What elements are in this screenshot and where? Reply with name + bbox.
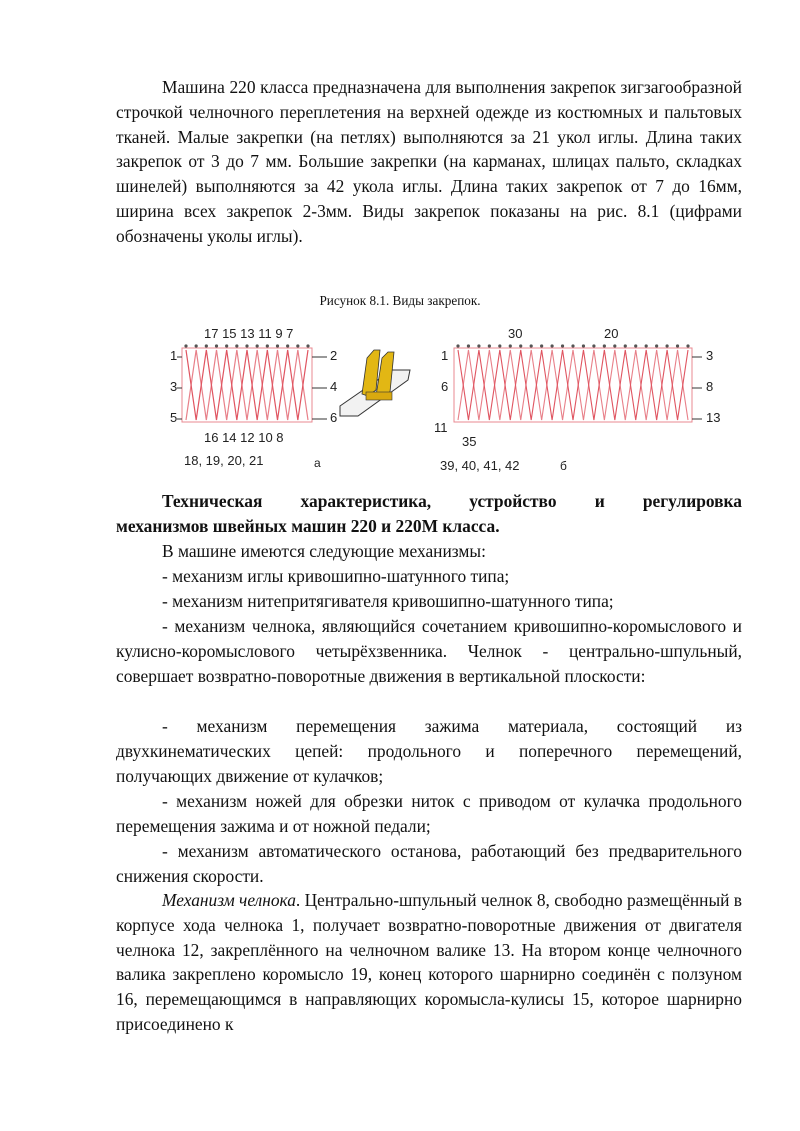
list-item: - механизм перемещения зажима материала, состоящий из двухкинематических цепей: продольного и поперечного перемещений, получающих движение от кулачков;: [116, 716, 742, 786]
b-right-3: 3: [706, 348, 714, 363]
needle-puncture-dot: [624, 344, 627, 347]
b-label: б: [560, 459, 567, 473]
shuttle-mechanism-text: . Центрально-шпульный челнок 8, свободно размещённый в корпусе хода челнока 1, получает возвратно-поворотные движения от двигателя челнока 12, закреплённого на челночном валике 13. На втором конце челночного валика закреплено коромысло 19, конец которого шарнирно соединён с ползуном 16, перемещающимся в направляющих коромысла-кулисы 15, которое шарнирно присоединено к: [116, 890, 742, 1034]
b-left-11: 11: [434, 420, 448, 435]
needle-puncture-dot: [540, 344, 543, 347]
a-bottom-numbers: 16 14 12 10 8: [204, 430, 284, 445]
needle-puncture-dot: [603, 344, 606, 347]
needle-puncture-dot: [530, 344, 533, 347]
needle-puncture-dot: [645, 344, 648, 347]
stitch-zigzag: [458, 350, 688, 420]
needle-puncture-dot: [509, 344, 512, 347]
a-bottom-row2: 18, 19, 20, 21: [184, 453, 264, 468]
needle-puncture-dot: [266, 344, 269, 347]
list-item: - механизм автоматического останова, работающий без предварительного снижения скорости.: [116, 841, 742, 886]
b-right-13: 13: [706, 410, 721, 425]
needle-puncture-dot: [686, 344, 689, 347]
needle-puncture-dot: [276, 344, 279, 347]
figure-caption: Рисунок 8.1. Виды закрепок.: [319, 293, 481, 308]
list-item: - механизм челнока, являющийся сочетанием кривошипно-коромыслового и кулисно-коромыслового четырёхзвенника. Челнок - центрально-шпульный, совершает возвратно-поворотные движения в вертикальной плоскости:: [116, 616, 742, 686]
needle-puncture-dot: [613, 344, 616, 347]
needle-puncture-dot: [225, 344, 228, 347]
needle-puncture-dot: [306, 344, 309, 347]
list-item: - механизм ножей для обрезки ниток с приводом от кулачка продольного перемещения зажима и от ножной педали;: [116, 791, 742, 836]
needle-puncture-dot: [634, 344, 637, 347]
needle-puncture-dot: [676, 344, 679, 347]
needle-puncture-dot: [477, 344, 480, 347]
needle-puncture-dot: [456, 344, 459, 347]
b-top-right: 20: [604, 326, 619, 341]
bartack-small-diagram: [170, 326, 337, 470]
shuttle-mechanism-title: Механизм челнока: [162, 890, 296, 910]
needle-puncture-dot: [561, 344, 564, 347]
b-bottom-num: 35: [462, 434, 477, 449]
stitch-zigzag: [458, 350, 688, 420]
needle-puncture-dot: [655, 344, 658, 347]
heading-line-1: Техническая характеристика, устройство и регулировка: [162, 491, 742, 511]
a-top-numbers: 17 15 13 11 9 7: [204, 326, 294, 341]
figure-8-1: [162, 320, 721, 480]
needle-puncture-dot: [488, 344, 491, 347]
b-top-left: 30: [508, 326, 523, 341]
heading-line-2: механизмов швейных машин 220 и 220М класса.: [116, 515, 500, 536]
bartack-large-diagram: [434, 326, 720, 473]
a-left-1: 1: [170, 348, 178, 363]
needle-puncture-dot: [467, 344, 470, 347]
a-label: а: [314, 456, 321, 470]
needle-puncture-dot: [256, 344, 259, 347]
needle-puncture-dot: [215, 344, 218, 347]
needle-puncture-dot: [235, 344, 238, 347]
intro-paragraph: Машина 220 класса предназначена для выполнения закрепок зигзагообразной строчкой челночного переплетения на верхней одежде из костюмных и пальтовых тканей. Малые закрепки (на петлях) выполняются за 21 укол иглы. Длина таких закрепок от 3 до 7 мм. Большие закрепки (на карманах, шлицах пальто, складках шинелей) выполняются за 42 укола иглы. Длина таких закрепок от 7 до 16мм, ширина всех закрепок 2-3мм. Виды закрепок показаны на рис. 8.1 (цифрами обозначены уколы иглы).: [116, 77, 742, 246]
a-right-4: 4: [330, 379, 338, 394]
needle-puncture-dot: [286, 344, 289, 347]
needle-puncture-dot: [184, 344, 187, 347]
b-right-8: 8: [706, 379, 714, 394]
stitch-diagram: [162, 320, 721, 480]
needle-puncture-dot: [498, 344, 501, 347]
mechanisms-intro: В машине имеются следующие механизмы:: [162, 541, 486, 561]
section-heading: [116, 489, 742, 539]
b-bottom-row2: 39, 40, 41, 42: [440, 458, 520, 473]
needle-puncture-dot: [245, 344, 248, 347]
needle-puncture-dot: [550, 344, 553, 347]
list-item: - механизм иглы кривошипно-шатунного типа;: [162, 566, 510, 586]
list-item: - механизм нитепритягивателя кривошипно-шатунного типа;: [162, 591, 614, 611]
b-left-1: 1: [441, 348, 449, 363]
needle-puncture-dot: [571, 344, 574, 347]
needle-puncture-dot: [592, 344, 595, 347]
needle-puncture-dot: [665, 344, 668, 347]
needle-puncture-dot: [195, 344, 198, 347]
b-left-6: 6: [441, 379, 449, 394]
needle-puncture-dot: [519, 344, 522, 347]
needle-puncture-dot: [582, 344, 585, 347]
needle-puncture-dot: [296, 344, 299, 347]
a-left-5: 5: [170, 410, 178, 425]
a-right-6: 6: [330, 410, 338, 425]
a-left-3: 3: [170, 379, 178, 394]
a-right-2: 2: [330, 348, 338, 363]
needle-puncture-dot: [205, 344, 208, 347]
presser-foot-icon: [340, 350, 410, 416]
shuttle-mechanism-paragraph: [116, 888, 742, 1037]
